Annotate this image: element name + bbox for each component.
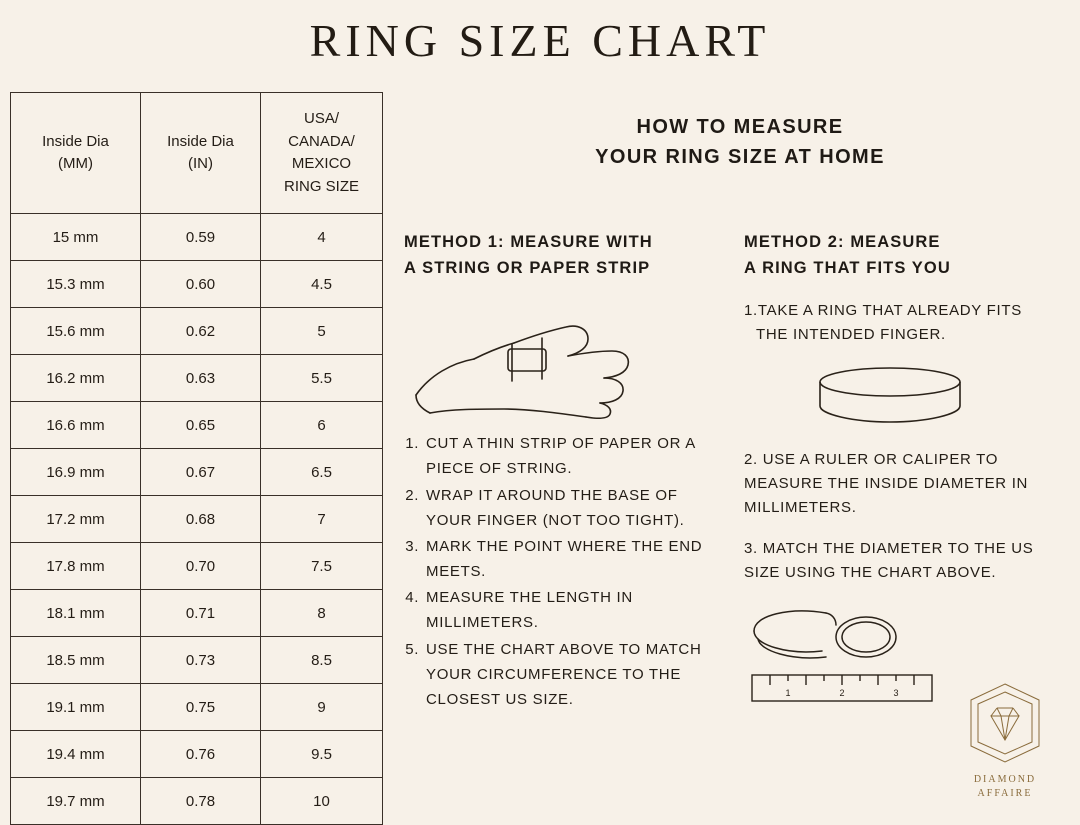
brand-name-line-2: AFFAIRE (977, 787, 1033, 799)
cell-us-size: 6.5 (261, 449, 383, 496)
ring-band-illustration-icon (800, 362, 980, 434)
table-row (11, 637, 383, 684)
ruler-tick-label: 2 (839, 688, 845, 699)
cell-us-size: 10 (261, 778, 383, 825)
list-item: 2. WRAP IT AROUND THE BASE OF YOUR FINGER (NOT TOO TIGHT). (424, 483, 710, 533)
list-item: 3. MARK THE POINT WHERE THE END MEETS. (424, 534, 710, 584)
method-2-step-1 (744, 299, 1044, 348)
ruler-and-ring-illustration-icon (744, 601, 974, 709)
list-item: 4. MEASURE THE LENGTH IN MILLIMETERS. (424, 585, 710, 635)
cell-dia-mm: 15 mm (11, 214, 141, 261)
cell-dia-in: 0.73 (141, 637, 261, 684)
column-header-inside-dia-mm: Inside Dia (MM) (11, 93, 141, 214)
table-row (11, 778, 383, 825)
cell-dia-mm: 16.2 mm (11, 355, 141, 402)
cell-dia-in: 0.59 (141, 214, 261, 261)
brand-logo (946, 680, 1064, 800)
table-row (11, 590, 383, 637)
table-row (11, 543, 383, 590)
cell-us-size: 6 (261, 402, 383, 449)
method-1-column (404, 230, 710, 713)
diamond-emblem-icon (953, 680, 1057, 766)
cell-dia-in: 0.70 (141, 543, 261, 590)
how-to-line-1: HOW TO MEASURE (636, 116, 844, 138)
step-number: 1. (744, 302, 758, 320)
cell-us-size: 9.5 (261, 731, 383, 778)
table-row (11, 402, 383, 449)
cell-us-size: 4 (261, 214, 383, 261)
cell-dia-in: 0.62 (141, 308, 261, 355)
method-1-heading-line-1: METHOD 1: MEASURE WITH (404, 233, 653, 251)
cell-dia-in: 0.67 (141, 449, 261, 496)
cell-us-size: 5 (261, 308, 383, 355)
method-1-steps (404, 431, 710, 712)
table-row (11, 308, 383, 355)
table-row (11, 355, 383, 402)
method-1-heading (404, 230, 710, 281)
cell-dia-in: 0.71 (141, 590, 261, 637)
table-row (11, 684, 383, 731)
brand-name (946, 773, 1064, 800)
cell-dia-mm: 17.8 mm (11, 543, 141, 590)
table-row (11, 496, 383, 543)
cell-us-size: 4.5 (261, 261, 383, 308)
cell-dia-in: 0.60 (141, 261, 261, 308)
cell-dia-in: 0.75 (141, 684, 261, 731)
cell-dia-mm: 16.6 mm (11, 402, 141, 449)
cell-dia-mm: 19.4 mm (11, 731, 141, 778)
brand-name-line-1: DIAMOND (973, 774, 1037, 785)
column-header-us-ring-size: USA/ CANADA/ MEXICO RING SIZE (261, 93, 383, 214)
cell-dia-in: 0.78 (141, 778, 261, 825)
cell-us-size: 7.5 (261, 543, 383, 590)
cell-dia-mm: 16.9 mm (11, 449, 141, 496)
cell-us-size: 5.5 (261, 355, 383, 402)
cell-dia-mm: 19.7 mm (11, 778, 141, 825)
ruler-tick-label: 3 (893, 688, 899, 699)
size-table-container (10, 92, 382, 825)
ruler-tick-label: 1 (785, 688, 791, 699)
cell-us-size: 9 (261, 684, 383, 731)
how-to-measure-heading (412, 112, 1068, 172)
method-2-heading-line-2: A RING THAT FITS YOU (744, 258, 951, 277)
cell-dia-mm: 15.3 mm (11, 261, 141, 308)
ring-size-table (10, 92, 383, 825)
cell-dia-in: 0.63 (141, 355, 261, 402)
method-2-heading-line-1: METHOD 2: MEASURE (744, 233, 941, 251)
column-header-inside-dia-in: Inside Dia (IN) (141, 93, 261, 214)
cell-dia-mm: 19.1 mm (11, 684, 141, 731)
cell-dia-mm: 18.5 mm (11, 637, 141, 684)
table-row (11, 449, 383, 496)
cell-dia-mm: 18.1 mm (11, 590, 141, 637)
table-row (11, 731, 383, 778)
list-item: 1. CUT A THIN STRIP OF PAPER OR A PIECE OF STRING. (424, 431, 710, 481)
cell-dia-in: 0.76 (141, 731, 261, 778)
table-header-row (11, 93, 383, 214)
list-item: 5. USE THE CHART ABOVE TO MATCH YOUR CIRCUMFERENCE TO THE CLOSEST US SIZE. (424, 637, 710, 713)
cell-dia-in: 0.65 (141, 402, 261, 449)
method-2-step-3: 3. MATCH THE DIAMETER TO THE US SIZE USING THE CHART ABOVE. (744, 539, 1034, 581)
step-text: TAKE A RING THAT ALREADY FITS THE INTENDED FINGER. (756, 302, 1022, 344)
hand-illustration-icon (408, 297, 688, 419)
table-row (11, 261, 383, 308)
cell-dia-in: 0.68 (141, 496, 261, 543)
cell-us-size: 8 (261, 590, 383, 637)
how-to-line-2: YOUR RING SIZE AT HOME (595, 146, 885, 168)
cell-us-size: 8.5 (261, 637, 383, 684)
page-title: RING SIZE CHART (309, 15, 771, 66)
table-row (11, 214, 383, 261)
cell-dia-mm: 17.2 mm (11, 496, 141, 543)
method-2-heading (744, 230, 1044, 281)
method-1-heading-line-2: A STRING OR PAPER STRIP (404, 258, 651, 277)
cell-dia-mm: 15.6 mm (11, 308, 141, 355)
method-2-column (744, 230, 1044, 709)
cell-us-size: 7 (261, 496, 383, 543)
method-2-step-2: 2. USE A RULER OR CALIPER TO MEASURE THE INSIDE DIAMETER IN MILLIMETERS. (744, 450, 1029, 517)
